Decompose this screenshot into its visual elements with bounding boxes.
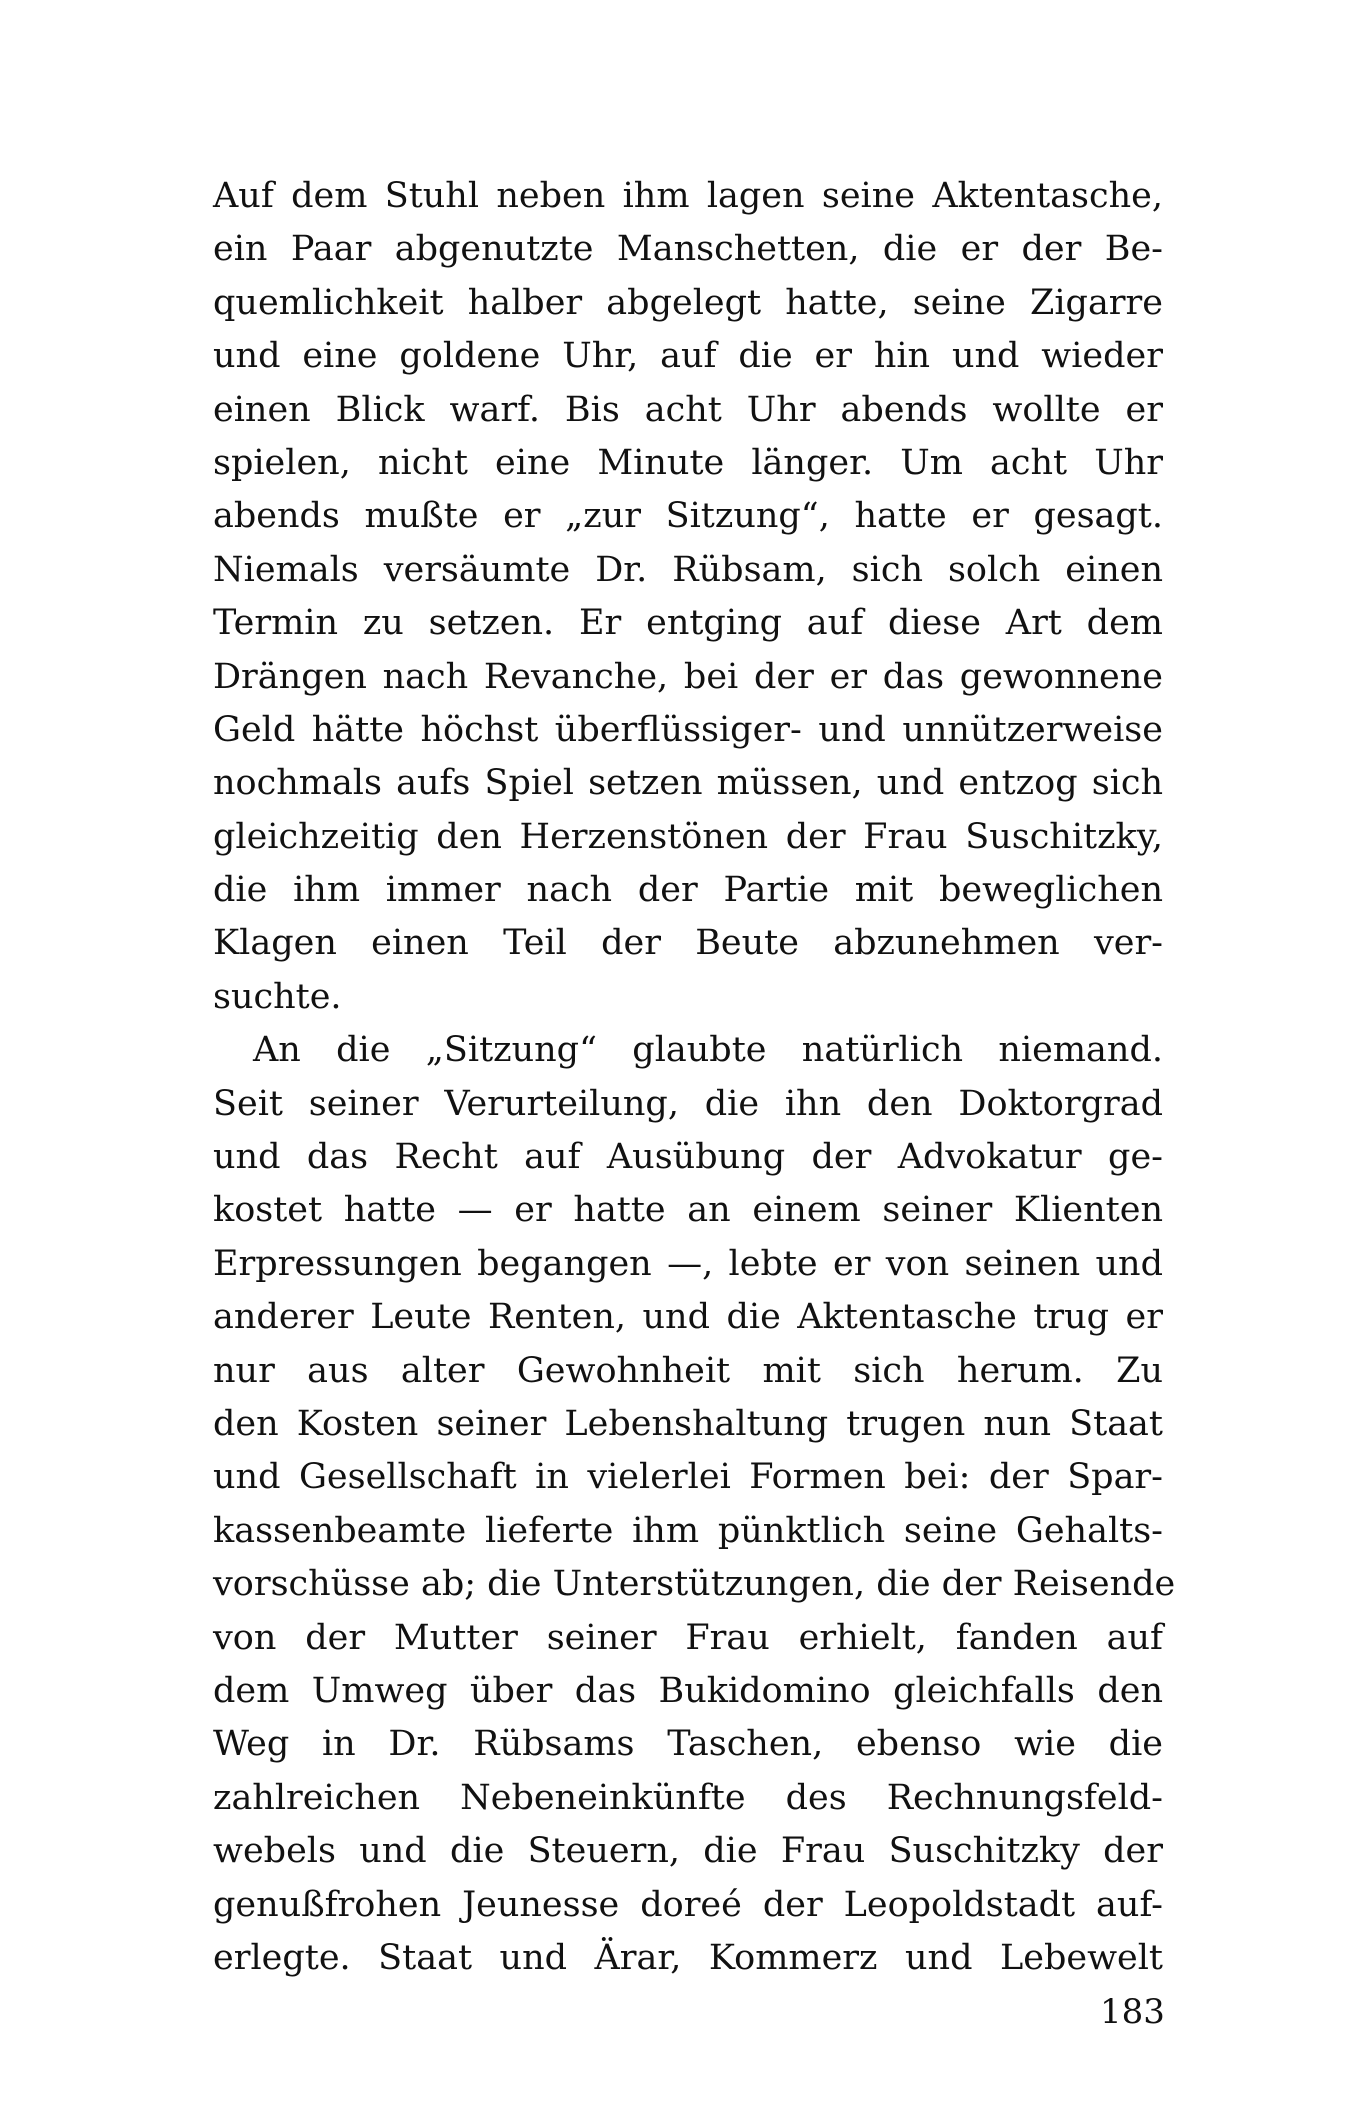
text-line: Auf dem Stuhl neben ihm lagen seine Aktentasche, <box>213 176 1163 216</box>
text-line: von der Mutter seiner Frau erhielt, fanden auf <box>213 1617 1163 1658</box>
text-line: und das Recht auf Ausübung der Advokatur ge- <box>213 1137 1163 1178</box>
text-line: zahlreichen Nebeneinkünfte des Rechnungsfeld- <box>213 1777 1163 1818</box>
text-line: den Kosten seiner Lebenshaltung trugen nun Staat <box>213 1403 1163 1444</box>
text-line: ein Paar abgenutzte Manschetten, die er der Be- <box>213 229 1163 270</box>
text-line: suchte. <box>213 976 342 1017</box>
text-line: Weg in Dr. Rübsams Taschen, ebenso wie die <box>213 1724 1163 1765</box>
paragraph <box>213 1024 1176 1985</box>
text-line: genußfrohen Jeunesse doreé der Leopoldstadt auf- <box>213 1884 1163 1925</box>
text-line: Drängen nach Revanche, bei der er das gewonnene <box>213 656 1163 697</box>
text-line: Niemals versäumte Dr. Rübsam, sich solch einen <box>213 549 1163 590</box>
text-line: An die „Sitzung“ glaubte natürlich niemand. <box>253 1030 1163 1071</box>
text-line: einen Blick warf. Bis acht Uhr abends wollte er <box>213 389 1163 430</box>
text-line: kostet hatte — er hatte an einem seiner Klienten <box>213 1190 1163 1231</box>
text-line: nur aus alter Gewohnheit mit sich herum. Zu <box>213 1350 1163 1391</box>
page-number: 183 <box>1100 1992 1165 2032</box>
text-line: und eine goldene Uhr, auf die er hin und wieder <box>213 336 1163 377</box>
text-line: Erpressungen begangen —, lebte er von seinen und <box>213 1243 1163 1284</box>
text-line: Seit seiner Verurteilung, die ihn den Doktorgrad <box>213 1083 1163 1124</box>
text-line: anderer Leute Renten, und die Aktentasche trug er <box>213 1297 1163 1338</box>
text-line: dem Umweg über das Bukidomino gleichfalls den <box>213 1670 1163 1711</box>
text-line: vorschüsse ab; die Unterstützungen, die der Reisende <box>213 1564 1176 1605</box>
text-line: kassenbeamte lieferte ihm pünktlich seine Gehalts- <box>213 1510 1163 1551</box>
text-line: spielen, nicht eine Minute länger. Um acht Uhr <box>213 442 1163 483</box>
text-line: abends mußte er „zur Sitzung“, hatte er gesagt. <box>213 496 1163 537</box>
text-line: gleichzeitig den Herzenstönen der Frau Suschitzky, <box>213 816 1163 857</box>
paragraph <box>213 170 1163 1024</box>
text-line: Klagen einen Teil der Beute abzunehmen ver- <box>213 923 1163 964</box>
text-line: Geld hätte höchst überflüssiger- und unnützerweise <box>213 709 1163 750</box>
text-line: webels und die Steuern, die Frau Suschitzky der <box>213 1831 1163 1872</box>
text-line: Termin zu setzen. Er entging auf diese Art dem <box>213 603 1163 644</box>
text-line: die ihm immer nach der Partie mit beweglichen <box>213 870 1163 911</box>
text-line: und Gesellschaft in vielerlei Formen bei: der Spar- <box>213 1457 1163 1498</box>
text-line: nochmals aufs Spiel setzen müssen, und entzog sich <box>213 763 1163 804</box>
text-line: erlegte. Staat und Ärar, Kommerz und Lebewelt <box>213 1937 1163 1978</box>
body-text <box>213 170 1176 1985</box>
text-line: quemlichkeit halber abgelegt hatte, seine Zigarre <box>213 282 1163 323</box>
